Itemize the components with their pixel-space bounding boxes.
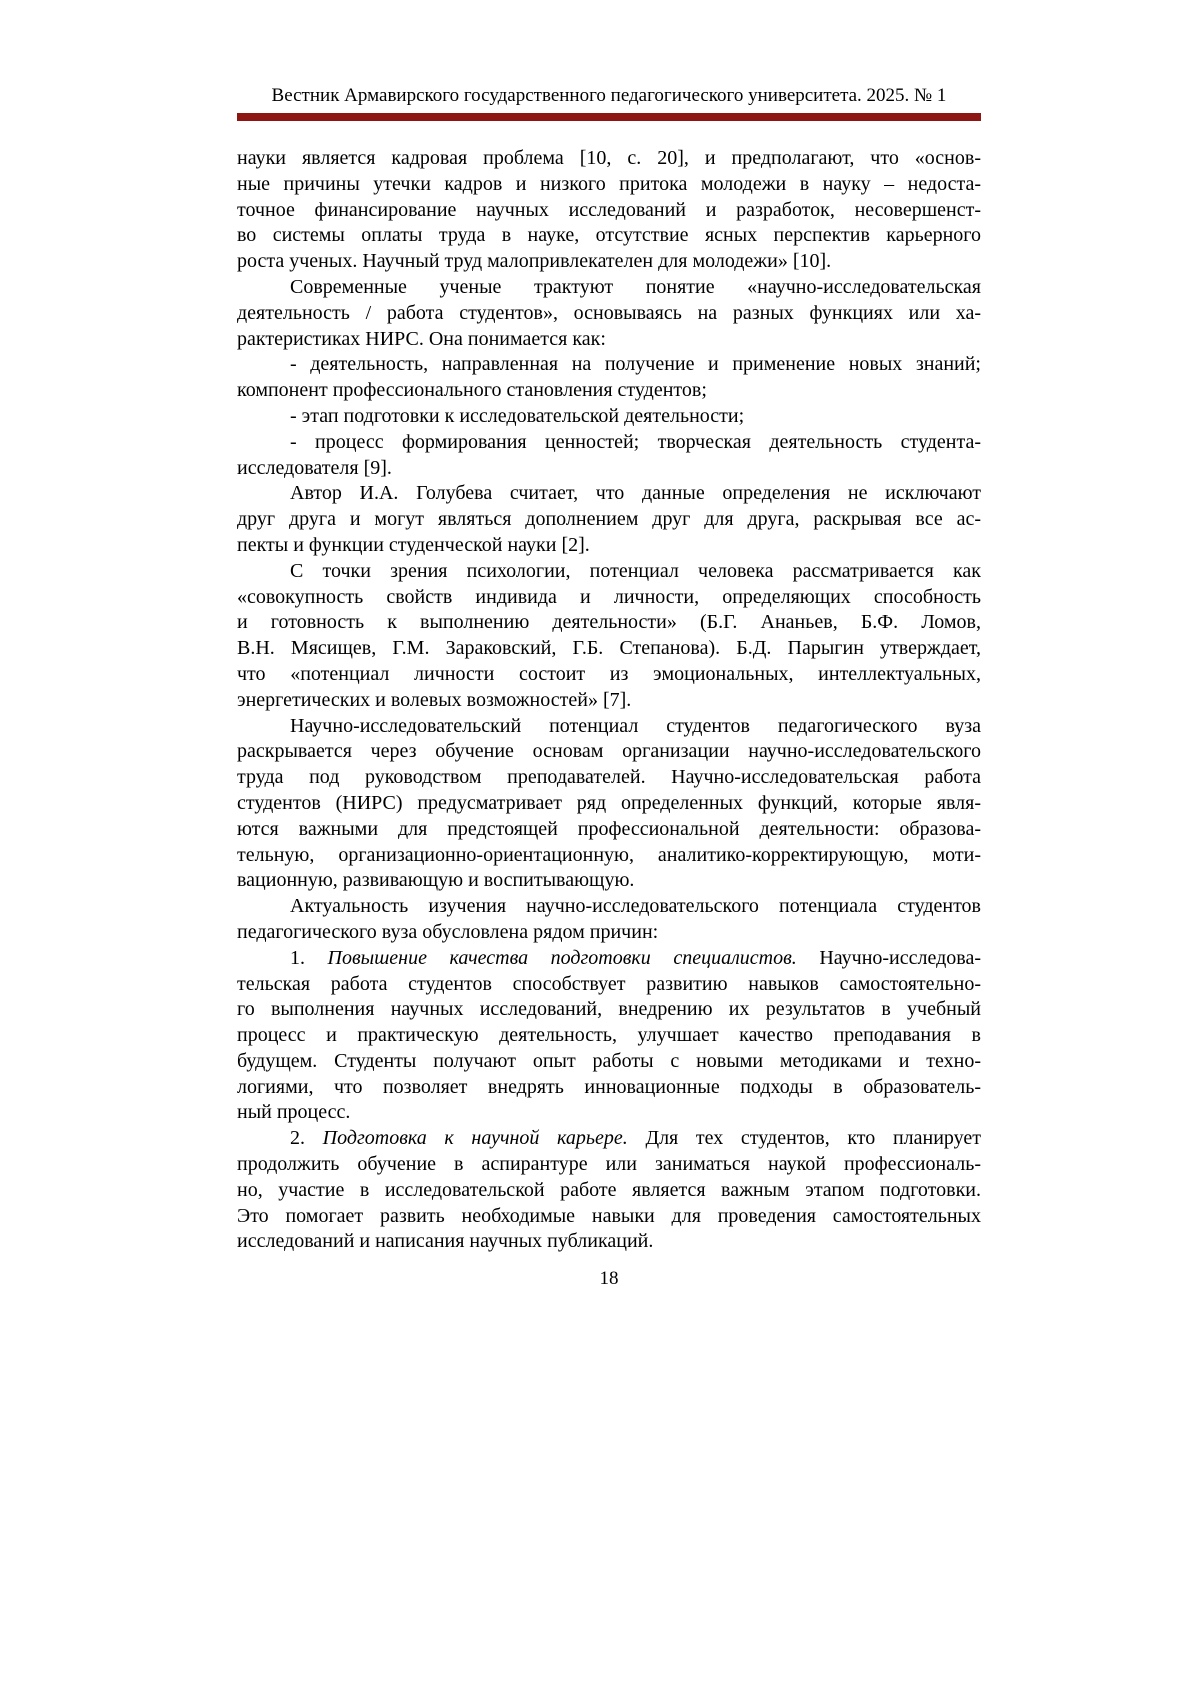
article-body (237, 146, 981, 1255)
text-line: логиями, что позволяет внедрять инновационные подходы в образователь- (237, 1075, 981, 1098)
text-line: исследований и написания научных публикаций. (237, 1230, 654, 1253)
running-header (237, 84, 981, 121)
text-line: Автор И.А. Голубева считает, что данные определения не исключают (290, 482, 981, 505)
text-line: С точки зрения психологии, потенциал человека рассматривается как (290, 559, 981, 582)
text-line: - процесс формирования ценностей; творческая деятельность студента- (290, 430, 981, 453)
paragraph (237, 430, 981, 482)
page-number: 18 (599, 1268, 619, 1290)
paragraph (237, 946, 981, 1127)
header-rule (237, 113, 981, 121)
paragraph (237, 481, 981, 558)
text-line: науки является кадровая проблема [10, с. 20], и предполагают, что «основ- (237, 147, 981, 169)
text-line: тельную, организационно-ориентационную, аналитико-корректирующую, моти- (237, 843, 981, 866)
text-line: и готовность к выполнению деятельности» (Б.Г. Ананьев, Б.Ф. Ломов, (237, 611, 981, 634)
text-line: пекты и функции студенческой науки [2]. (237, 533, 590, 556)
text-line: будущем. Студенты получают опыт работы с новыми методиками и техно- (237, 1049, 981, 1072)
italic-phrase: Подготовка к научной карьере. (322, 1127, 628, 1150)
paragraph (237, 559, 981, 714)
text-line: Современные ученые трактуют понятие «научно-исследовательская (290, 275, 981, 298)
paragraph (237, 894, 981, 946)
text-line: ный процесс. (237, 1101, 351, 1124)
text-line: ются важными для предстоящей профессиональной деятельности: образова- (237, 817, 981, 840)
text-line: Научно-исследовательский потенциал студентов педагогического вуза (290, 714, 981, 737)
text-segment: Для тех студентов, кто планирует (627, 1127, 981, 1150)
text-line: компонент профессионального становления студентов; (237, 379, 707, 402)
text-line: во системы оплаты труда в науке, отсутствие ясных перспектив карьерного (237, 224, 981, 247)
text-line: студентов (НИРС) предусматривает ряд определенных функций, которые явля- (237, 791, 981, 814)
text-line: деятельность / работа студентов», основываясь на разных функциях или ха- (237, 301, 981, 324)
text-line (237, 946, 981, 972)
text-line (237, 1126, 981, 1152)
paragraph (237, 404, 981, 430)
text-line: Это помогает развить необходимые навыки для проведения самостоятельных (237, 1204, 981, 1227)
text-line: вационную, развивающую и воспитывающую. (237, 869, 635, 892)
text-line: друг друга и могут являться дополнением друг для друга, раскрывая все ас- (237, 508, 981, 531)
paragraph (237, 146, 981, 275)
text-line: раскрывается через обучение основам организации научно-исследовательского (237, 740, 981, 763)
text-line: процесс и практическую деятельность, улучшает качество преподавания в (237, 1024, 981, 1047)
paragraph (237, 714, 981, 895)
text-line: тельская работа студентов способствует развитию навыков самостоятельно- (237, 972, 981, 995)
text-line: педагогического вуза обусловлена рядом причин: (237, 920, 659, 943)
text-line: продолжить обучение в аспирантуре или заниматься наукой профессиональ- (237, 1153, 981, 1176)
text-line: труда под руководством преподавателей. Научно-исследовательская работа (237, 766, 981, 789)
paragraph (237, 275, 981, 352)
text-line: роста ученых. Научный труд малопривлекателен для молодежи» [10]. (237, 250, 832, 273)
text-line: ные причины утечки кадров и низкого притока молодежи в науку – недоста- (237, 172, 981, 195)
text-line: но, участие в исследовательской работе является важным этапом подготовки. (237, 1178, 981, 1201)
paragraph (237, 1126, 981, 1255)
text-line: «совокупность свойств индивида и личности, определяющих способность (237, 585, 981, 608)
text-segment: 2. (290, 1127, 323, 1150)
text-line: Актуальность изучения научно-исследовательского потенциала студентов (290, 895, 981, 918)
italic-phrase: Повышение качества подготовки специалистов. (327, 946, 797, 969)
text-line: исследователя [9]. (237, 456, 392, 479)
paragraph (237, 352, 981, 404)
text-line: - этап подготовки к исследовательской деятельности; (290, 404, 745, 427)
text-line: В.Н. Мясищев, Г.М. Зараковский, Г.Б. Степанова). Б.Д. Парыгин утверждает, (237, 637, 981, 660)
text-line: энергетических и волевых возможностей» [7]. (237, 688, 632, 711)
text-line: - деятельность, направленная на получение и применение новых знаний; (290, 353, 981, 376)
text-line: что «потенциал личности состоит из эмоциональных, интеллектуальных, (237, 662, 981, 685)
text-segment: 1. (290, 946, 328, 969)
text-line: го выполнения научных исследований, внедрению их результатов в учебный (237, 998, 981, 1021)
text-line: рактеристиках НИРС. Она понимается как: (237, 327, 606, 350)
journal-header-title: Вестник Армавирского государственного педагогического университета. 2025. № 1 (271, 85, 947, 106)
text-line: точное финансирование научных исследований и разработок, несовершенст- (237, 198, 981, 221)
text-column (237, 0, 981, 1291)
text-segment: Научно-исследова- (796, 946, 981, 969)
